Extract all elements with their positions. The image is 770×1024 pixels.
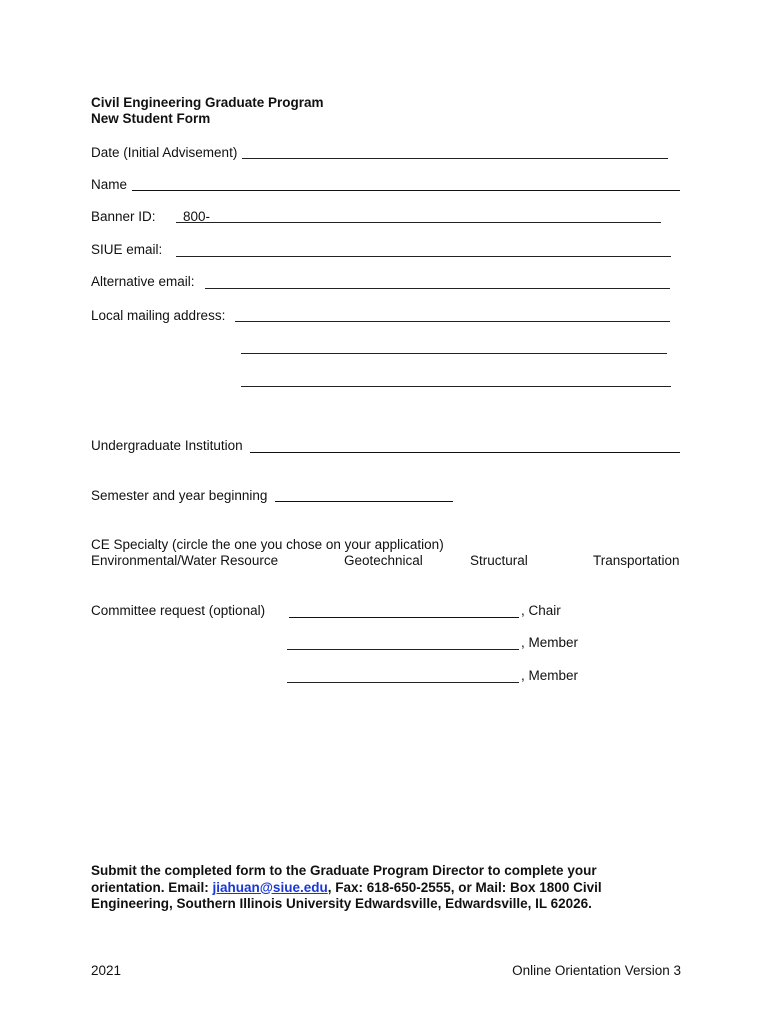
banner-id-prefix: 800-: [183, 209, 211, 224]
name-field[interactable]: [132, 190, 680, 191]
specialty-option-structural[interactable]: Structural: [470, 553, 528, 568]
footer-version: Online Orientation Version 3: [512, 963, 681, 978]
name-label: Name: [91, 177, 128, 192]
siue-email-field[interactable]: [176, 256, 671, 257]
alt-email-label: Alternative email:: [91, 274, 195, 289]
mailing-address-label: Local mailing address:: [91, 308, 226, 323]
specialty-option-transportation[interactable]: Transportation: [593, 553, 680, 568]
form-subtitle: New Student Form: [91, 111, 211, 126]
siue-email-label: SIUE email:: [91, 242, 163, 257]
alt-email-field[interactable]: [205, 288, 670, 289]
banner-id-field[interactable]: [176, 222, 661, 223]
footer-year: 2021: [91, 963, 122, 978]
undergrad-label: Undergraduate Institution: [91, 438, 243, 453]
committee-member-1-field[interactable]: [287, 649, 519, 650]
submission-note: [91, 863, 651, 913]
submission-note-text-after: , Fax: 618-650-2555, or Mail: Box 1800 Civil Engineering, Southern Illinois University Edwardsville, Edwardsville, IL 62026.: [91, 879, 602, 911]
mailing-address-field-1[interactable]: [235, 321, 670, 322]
specialty-option-environmental[interactable]: Environmental/Water Resource: [91, 553, 279, 568]
submission-note-text-before: Submit the completed form to the Graduate Program Director to complete your orientation. Email:: [91, 863, 597, 895]
date-field[interactable]: [242, 158, 668, 159]
mailing-address-field-2[interactable]: [241, 353, 667, 354]
committee-chair-field[interactable]: [289, 617, 519, 618]
semester-field[interactable]: [275, 501, 453, 502]
form-title: Civil Engineering Graduate Program: [91, 95, 324, 110]
banner-id-label: Banner ID:: [91, 209, 156, 224]
semester-label: Semester and year beginning: [91, 488, 268, 503]
specialty-option-geotechnical[interactable]: Geotechnical: [344, 553, 423, 568]
committee-member-2-role: , Member: [521, 668, 579, 683]
specialty-prompt: CE Specialty (circle the one you chose on your application): [91, 537, 444, 552]
undergrad-field[interactable]: [250, 452, 680, 453]
committee-chair-role: , Chair: [521, 603, 561, 618]
date-label: Date (Initial Advisement): [91, 145, 238, 160]
committee-label: Committee request (optional): [91, 603, 266, 618]
director-email-link[interactable]: jiahuan@siue.edu: [212, 879, 328, 895]
committee-member-1-role: , Member: [521, 635, 579, 650]
committee-member-2-field[interactable]: [287, 682, 519, 683]
mailing-address-field-3[interactable]: [241, 386, 671, 387]
